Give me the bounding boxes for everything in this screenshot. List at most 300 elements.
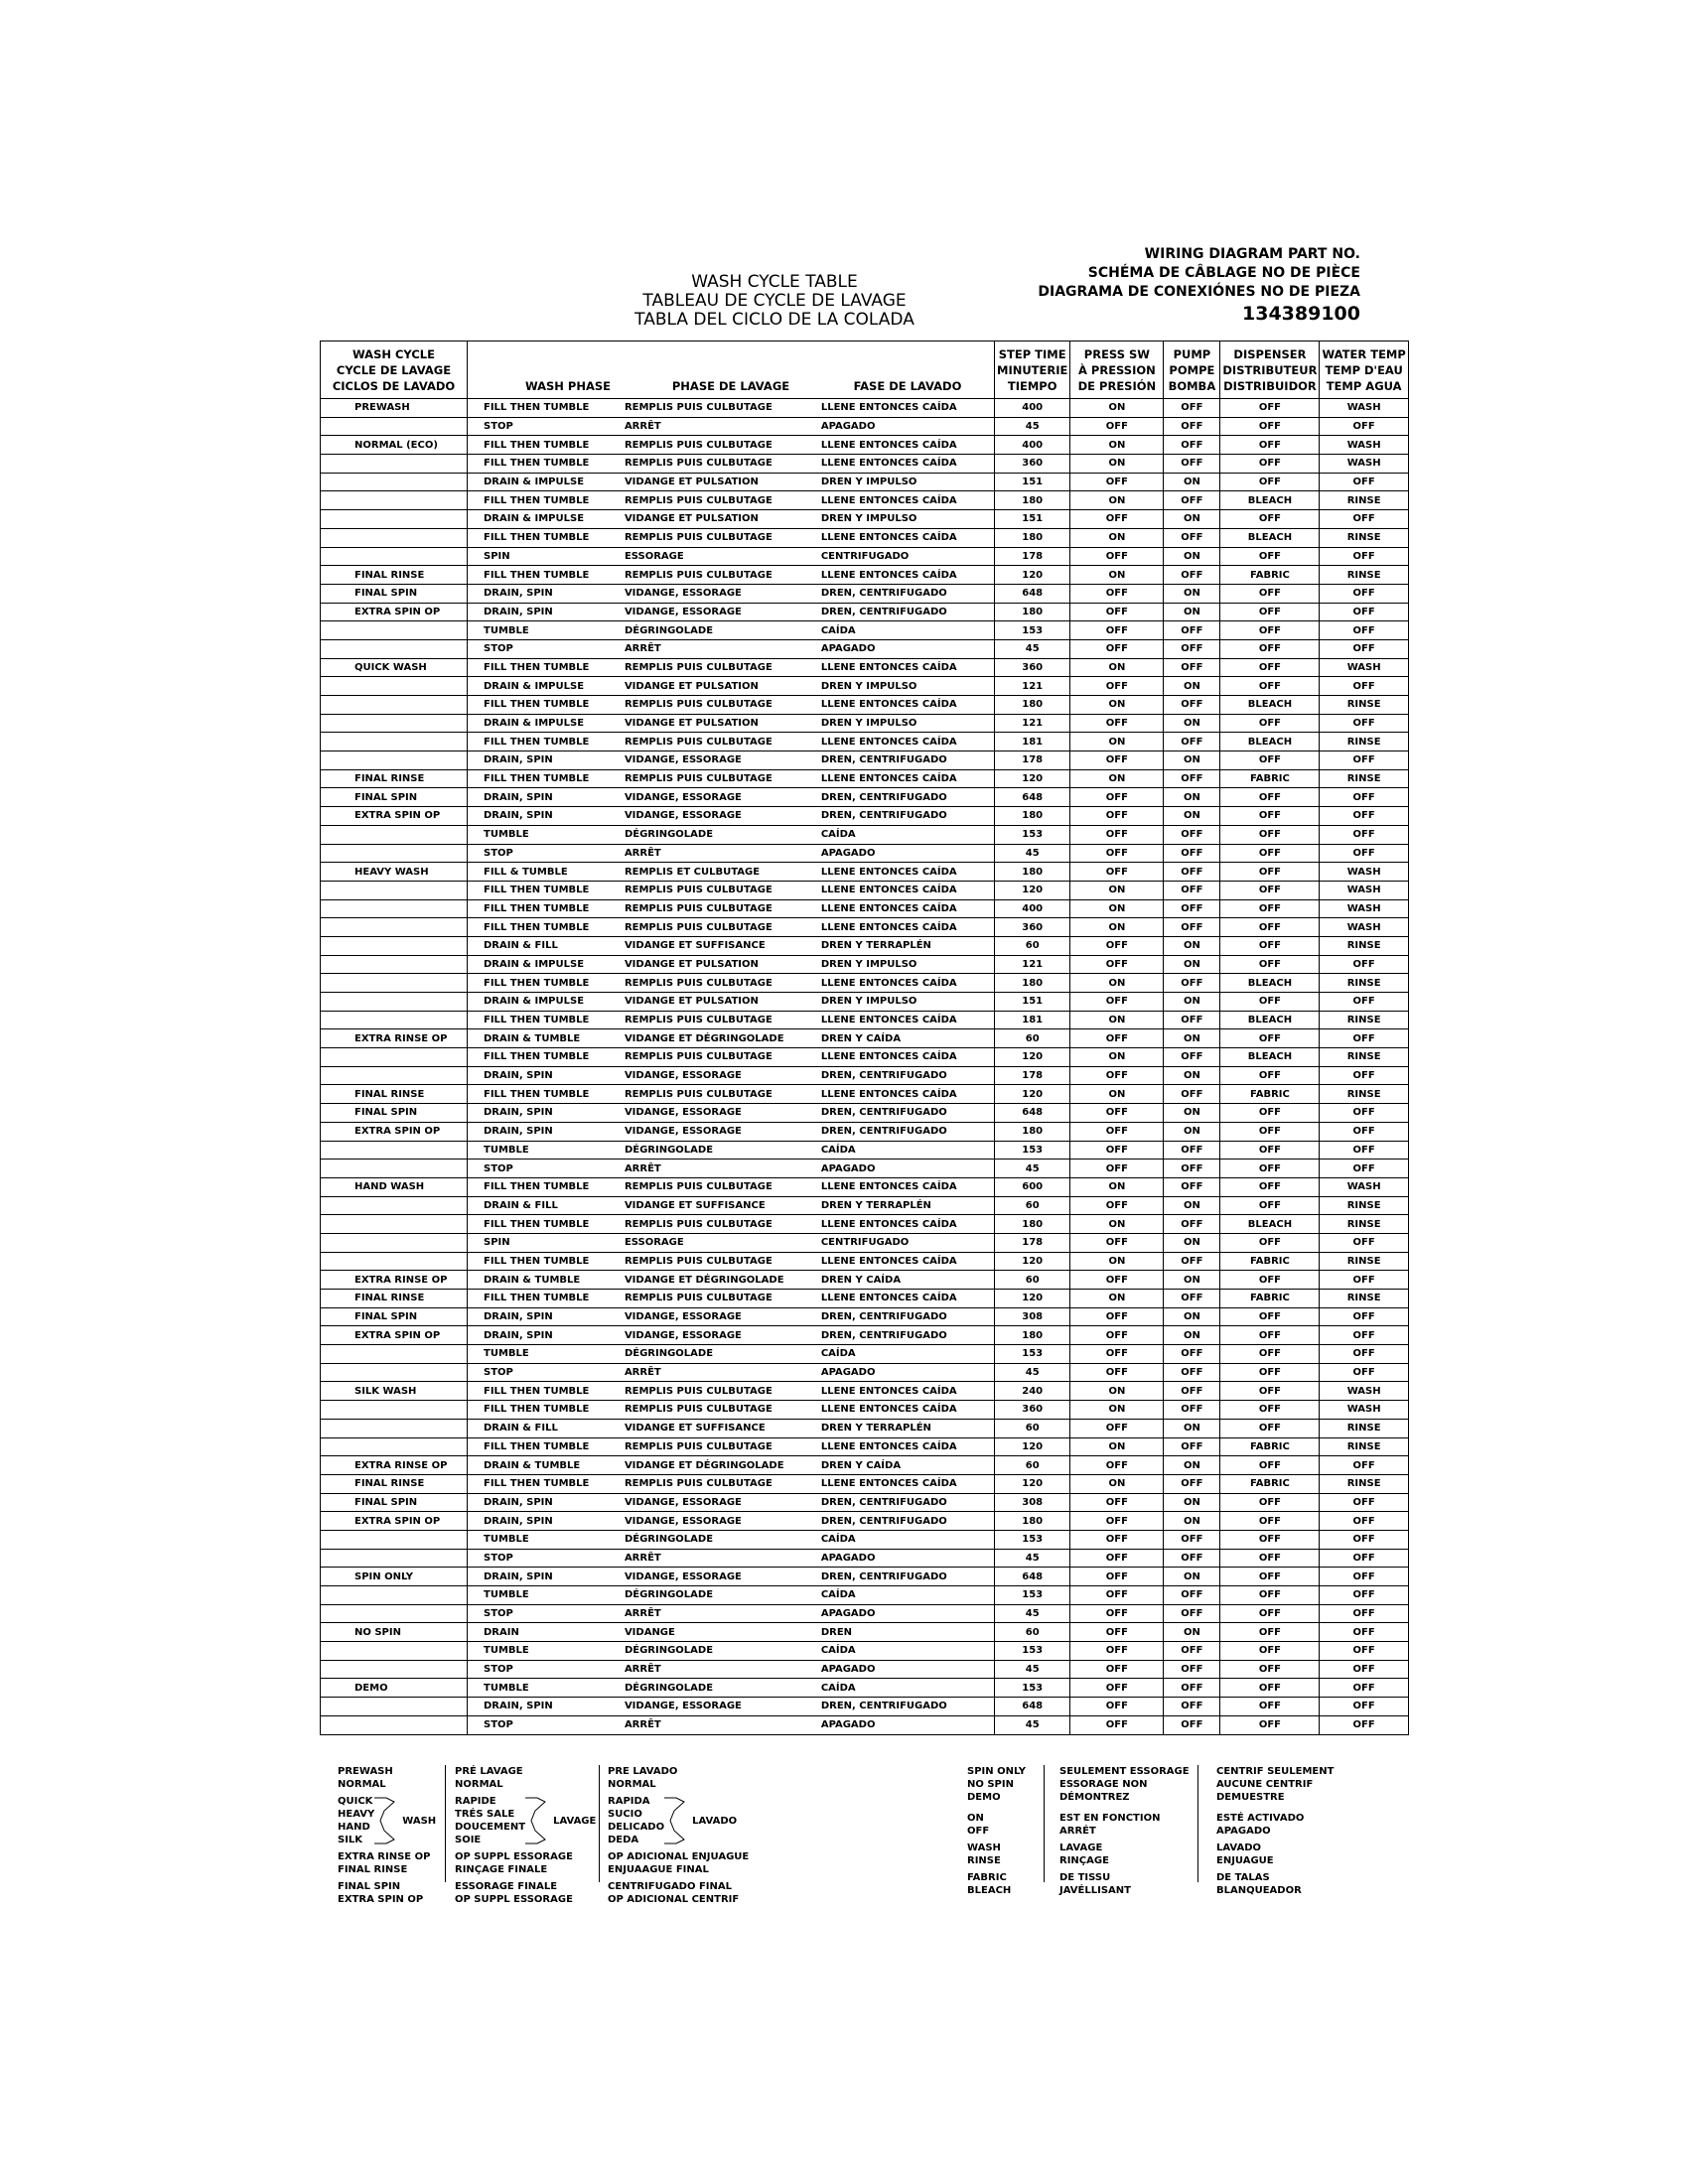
- cell-phase-de-lavage: ARRÊT: [609, 1660, 805, 1679]
- cell-wash-cycle: [321, 751, 468, 770]
- cell-step-time: 180: [995, 1122, 1070, 1141]
- cell-dispenser: FABRIC: [1220, 1474, 1320, 1493]
- cell-water-temp: OFF: [1320, 955, 1408, 974]
- cell-step-time: 648: [995, 1104, 1070, 1123]
- cell-fase-de-lavado: DREN, CENTRIFUGADO: [805, 1568, 995, 1586]
- cell-phase-de-lavage: ARRÊT: [609, 1715, 805, 1734]
- cell-pump: OFF: [1164, 1141, 1220, 1160]
- cell-wash-cycle: FINAL SPIN: [321, 1104, 468, 1123]
- cell-phase-de-lavage: REMPLIS PUIS CULBUTAGE: [609, 491, 805, 510]
- table-body: [321, 399, 1409, 1735]
- cell-pump: OFF: [1164, 1604, 1220, 1623]
- table-row: [321, 417, 1409, 436]
- cell-fase-de-lavado: DREN, CENTRIFUGADO: [805, 1307, 995, 1326]
- cell-wash-cycle: FINAL RINSE: [321, 1290, 468, 1308]
- cell-wash-phase: STOP: [468, 844, 609, 863]
- cell-wash-phase: STOP: [468, 1160, 609, 1178]
- cell-water-temp: OFF: [1320, 1512, 1408, 1531]
- cell-step-time: 120: [995, 1048, 1070, 1067]
- cell-press-sw: OFF: [1070, 863, 1164, 882]
- cell-phase-de-lavage: REMPLIS PUIS CULBUTAGE: [609, 1252, 805, 1271]
- cell-step-time: 180: [995, 696, 1070, 715]
- cell-phase-de-lavage: DÉGRINGOLADE: [609, 1679, 805, 1698]
- cell-dispenser: OFF: [1220, 399, 1320, 418]
- cell-dispenser: OFF: [1220, 547, 1320, 566]
- cell-phase-de-lavage: REMPLIS PUIS CULBUTAGE: [609, 455, 805, 474]
- cell-step-time: 180: [995, 528, 1070, 547]
- cell-step-time: 151: [995, 473, 1070, 491]
- cell-dispenser: FABRIC: [1220, 566, 1320, 585]
- cell-press-sw: ON: [1070, 1474, 1164, 1493]
- cell-water-temp: OFF: [1320, 1493, 1408, 1512]
- cell-step-time: 45: [995, 1660, 1070, 1679]
- cell-phase-de-lavage: VIDANGE ET PULSATION: [609, 955, 805, 974]
- cell-phase-de-lavage: VIDANGE, ESSORAGE: [609, 1698, 805, 1716]
- cell-fase-de-lavado: APAGADO: [805, 1549, 995, 1568]
- cell-pump: OFF: [1164, 825, 1220, 844]
- cell-fase-de-lavado: LLENE ENTONCES CAÍDA: [805, 899, 995, 918]
- cell-fase-de-lavado: DREN Y TERRAPLÉN: [805, 1419, 995, 1437]
- cell-phase-de-lavage: VIDANGE ET PULSATION: [609, 714, 805, 733]
- cell-pump: OFF: [1164, 1345, 1220, 1364]
- cell-dispenser: BLEACH: [1220, 1048, 1320, 1067]
- cell-dispenser: OFF: [1220, 639, 1320, 658]
- cell-wash-cycle: EXTRA SPIN OP: [321, 807, 468, 826]
- cell-dispenser: OFF: [1220, 510, 1320, 529]
- table-row: [321, 621, 1409, 640]
- cell-step-time: 600: [995, 1177, 1070, 1196]
- cell-phase-de-lavage: ESSORAGE: [609, 547, 805, 566]
- cell-press-sw: OFF: [1070, 473, 1164, 491]
- cell-wash-cycle: [321, 473, 468, 491]
- cell-dispenser: OFF: [1220, 658, 1320, 677]
- cell-pump: OFF: [1164, 881, 1220, 899]
- cell-water-temp: OFF: [1320, 1307, 1408, 1326]
- cell-phase-de-lavage: REMPLIS PUIS CULBUTAGE: [609, 658, 805, 677]
- cell-step-time: 648: [995, 1698, 1070, 1716]
- cell-dispenser: OFF: [1220, 863, 1320, 882]
- cell-water-temp: OFF: [1320, 1271, 1408, 1290]
- cell-pump: ON: [1164, 1419, 1220, 1437]
- cell-dispenser: OFF: [1220, 1160, 1320, 1178]
- table-row: [321, 788, 1409, 807]
- cell-dispenser: BLEACH: [1220, 974, 1320, 993]
- header-pump: PUMP POMPE BOMBA: [1164, 341, 1220, 399]
- cell-wash-cycle: FINAL RINSE: [321, 769, 468, 788]
- cell-step-time: 60: [995, 1623, 1070, 1642]
- cell-pump: ON: [1164, 1066, 1220, 1085]
- cell-press-sw: ON: [1070, 1382, 1164, 1401]
- cell-phase-de-lavage: VIDANGE, ESSORAGE: [609, 1326, 805, 1345]
- cell-dispenser: OFF: [1220, 603, 1320, 621]
- cell-press-sw: ON: [1070, 1011, 1164, 1029]
- table-row: [321, 1122, 1409, 1141]
- cell-step-time: 648: [995, 584, 1070, 603]
- cell-water-temp: OFF: [1320, 547, 1408, 566]
- table-row: [321, 1141, 1409, 1160]
- cell-dispenser: OFF: [1220, 1382, 1320, 1401]
- cell-fase-de-lavado: LLENE ENTONCES CAÍDA: [805, 1085, 995, 1104]
- cell-phase-de-lavage: VIDANGE ET PULSATION: [609, 473, 805, 491]
- cell-wash-phase: TUMBLE: [468, 1642, 609, 1661]
- cell-pump: ON: [1164, 993, 1220, 1012]
- cell-dispenser: OFF: [1220, 584, 1320, 603]
- cell-press-sw: ON: [1070, 528, 1164, 547]
- cell-phase-de-lavage: REMPLIS PUIS CULBUTAGE: [609, 1215, 805, 1234]
- cell-phase-de-lavage: ARRÊT: [609, 417, 805, 436]
- title-fr: TABLEAU DE CYCLE DE LAVAGE: [642, 291, 907, 311]
- cell-fase-de-lavado: LLENE ENTONCES CAÍDA: [805, 1401, 995, 1420]
- cell-pump: OFF: [1164, 566, 1220, 585]
- cell-fase-de-lavado: LLENE ENTONCES CAÍDA: [805, 1290, 995, 1308]
- cell-wash-cycle: FINAL SPIN: [321, 788, 468, 807]
- cell-pump: ON: [1164, 584, 1220, 603]
- cell-wash-cycle: EXTRA RINSE OP: [321, 1029, 468, 1048]
- cell-wash-cycle: [321, 1715, 468, 1734]
- cell-dispenser: OFF: [1220, 1679, 1320, 1698]
- cell-press-sw: OFF: [1070, 1549, 1164, 1568]
- cell-water-temp: OFF: [1320, 714, 1408, 733]
- cell-wash-phase: STOP: [468, 1660, 609, 1679]
- cell-wash-phase: TUMBLE: [468, 1345, 609, 1364]
- cell-pump: OFF: [1164, 1252, 1220, 1271]
- cell-fase-de-lavado: LLENE ENTONCES CAÍDA: [805, 696, 995, 715]
- cell-step-time: 120: [995, 769, 1070, 788]
- cell-dispenser: OFF: [1220, 844, 1320, 863]
- header-wash-cycle: WASH CYCLE CYCLE DE LAVAGE CICLOS DE LAVADO: [321, 341, 468, 399]
- cell-step-time: 180: [995, 1512, 1070, 1531]
- cell-fase-de-lavado: LLENE ENTONCES CAÍDA: [805, 881, 995, 899]
- cell-press-sw: OFF: [1070, 1196, 1164, 1215]
- cell-step-time: 153: [995, 1345, 1070, 1364]
- cell-pump: OFF: [1164, 1177, 1220, 1196]
- cell-water-temp: OFF: [1320, 1104, 1408, 1123]
- table-row: [321, 473, 1409, 491]
- table-row: [321, 1177, 1409, 1196]
- cell-dispenser: OFF: [1220, 1104, 1320, 1123]
- cell-phase-de-lavage: REMPLIS PUIS CULBUTAGE: [609, 399, 805, 418]
- cell-phase-de-lavage: REMPLIS PUIS CULBUTAGE: [609, 1474, 805, 1493]
- cell-wash-cycle: EXTRA SPIN OP: [321, 1326, 468, 1345]
- cell-step-time: 180: [995, 863, 1070, 882]
- cell-water-temp: WASH: [1320, 436, 1408, 455]
- cell-water-temp: WASH: [1320, 918, 1408, 937]
- cell-step-time: 45: [995, 639, 1070, 658]
- cell-phase-de-lavage: VIDANGE, ESSORAGE: [609, 1568, 805, 1586]
- cell-water-temp: RINSE: [1320, 733, 1408, 751]
- table-row: [321, 603, 1409, 621]
- cell-water-temp: RINSE: [1320, 1419, 1408, 1437]
- cell-water-temp: RINSE: [1320, 1215, 1408, 1234]
- cell-wash-phase: DRAIN, SPIN: [468, 788, 609, 807]
- cell-press-sw: ON: [1070, 436, 1164, 455]
- cell-dispenser: BLEACH: [1220, 1011, 1320, 1029]
- cell-wash-phase: FILL THEN TUMBLE: [468, 1474, 609, 1493]
- cell-pump: OFF: [1164, 399, 1220, 418]
- cell-dispenser: BLEACH: [1220, 696, 1320, 715]
- cell-pump: ON: [1164, 547, 1220, 566]
- cell-water-temp: OFF: [1320, 1549, 1408, 1568]
- cell-water-temp: RINSE: [1320, 528, 1408, 547]
- cell-fase-de-lavado: DREN, CENTRIFUGADO: [805, 1326, 995, 1345]
- cell-press-sw: OFF: [1070, 1160, 1164, 1178]
- table-row: [321, 584, 1409, 603]
- cell-press-sw: OFF: [1070, 1029, 1164, 1048]
- part-label-en: WIRING DIAGRAM PART NO.: [1144, 246, 1360, 262]
- part-label-fr: SCHÉMA DE CÂBLAGE NO DE PIÈCE: [1087, 265, 1360, 281]
- cell-fase-de-lavado: DREN, CENTRIFUGADO: [805, 584, 995, 603]
- cell-phase-de-lavage: VIDANGE, ESSORAGE: [609, 584, 805, 603]
- cell-dispenser: OFF: [1220, 1586, 1320, 1605]
- cell-phase-de-lavage: VIDANGE ET SUFFISANCE: [609, 1419, 805, 1437]
- cell-phase-de-lavage: VIDANGE, ESSORAGE: [609, 1493, 805, 1512]
- cell-water-temp: OFF: [1320, 603, 1408, 621]
- cell-dispenser: OFF: [1220, 1122, 1320, 1141]
- cell-pump: ON: [1164, 1568, 1220, 1586]
- cell-phase-de-lavage: VIDANGE ET DÉGRINGOLADE: [609, 1029, 805, 1048]
- cell-fase-de-lavado: LLENE ENTONCES CAÍDA: [805, 1437, 995, 1456]
- cell-step-time: 153: [995, 621, 1070, 640]
- table-row: [321, 1623, 1409, 1642]
- cell-wash-cycle: [321, 1196, 468, 1215]
- table-row: [321, 918, 1409, 937]
- cell-press-sw: ON: [1070, 491, 1164, 510]
- cell-water-temp: RINSE: [1320, 1474, 1408, 1493]
- cell-pump: OFF: [1164, 639, 1220, 658]
- cell-fase-de-lavado: LLENE ENTONCES CAÍDA: [805, 455, 995, 474]
- cell-fase-de-lavado: DREN Y IMPULSO: [805, 510, 995, 529]
- cell-phase-de-lavage: REMPLIS PUIS CULBUTAGE: [609, 899, 805, 918]
- cell-fase-de-lavado: DREN, CENTRIFUGADO: [805, 1066, 995, 1085]
- cell-wash-phase: DRAIN, SPIN: [468, 807, 609, 826]
- cell-phase-de-lavage: DÉGRINGOLADE: [609, 1141, 805, 1160]
- cell-water-temp: OFF: [1320, 1530, 1408, 1549]
- cell-wash-cycle: EXTRA RINSE OP: [321, 1271, 468, 1290]
- cell-pump: OFF: [1164, 1715, 1220, 1734]
- cell-water-temp: OFF: [1320, 1456, 1408, 1475]
- cell-phase-de-lavage: VIDANGE ET DÉGRINGOLADE: [609, 1271, 805, 1290]
- cell-water-temp: OFF: [1320, 993, 1408, 1012]
- table-row: [321, 658, 1409, 677]
- cell-step-time: 153: [995, 1530, 1070, 1549]
- cell-wash-cycle: [321, 993, 468, 1012]
- cell-phase-de-lavage: REMPLIS ET CULBUTAGE: [609, 863, 805, 882]
- cell-press-sw: ON: [1070, 881, 1164, 899]
- cell-wash-phase: FILL THEN TUMBLE: [468, 455, 609, 474]
- cell-wash-phase: FILL THEN TUMBLE: [468, 658, 609, 677]
- cell-pump: OFF: [1164, 1382, 1220, 1401]
- cell-wash-cycle: SILK WASH: [321, 1382, 468, 1401]
- cell-pump: ON: [1164, 936, 1220, 955]
- table-row: [321, 677, 1409, 696]
- cell-pump: ON: [1164, 1307, 1220, 1326]
- cell-press-sw: OFF: [1070, 807, 1164, 826]
- cell-step-time: 180: [995, 603, 1070, 621]
- cell-dispenser: OFF: [1220, 455, 1320, 474]
- cell-dispenser: OFF: [1220, 1141, 1320, 1160]
- cell-wash-phase: FILL THEN TUMBLE: [468, 733, 609, 751]
- cell-press-sw: OFF: [1070, 1141, 1164, 1160]
- cell-wash-cycle: HEAVY WASH: [321, 863, 468, 882]
- cell-wash-phase: DRAIN, SPIN: [468, 1104, 609, 1123]
- cell-wash-phase: DRAIN & IMPULSE: [468, 677, 609, 696]
- cell-wash-cycle: [321, 1233, 468, 1252]
- cell-water-temp: WASH: [1320, 1401, 1408, 1420]
- cell-phase-de-lavage: DÉGRINGOLADE: [609, 1530, 805, 1549]
- cell-press-sw: ON: [1070, 899, 1164, 918]
- cell-wash-cycle: FINAL SPIN: [321, 1493, 468, 1512]
- cell-wash-phase: DRAIN & TUMBLE: [468, 1456, 609, 1475]
- cell-fase-de-lavado: DREN Y CAÍDA: [805, 1029, 995, 1048]
- cell-wash-phase: FILL THEN TUMBLE: [468, 1011, 609, 1029]
- cell-wash-phase: DRAIN & FILL: [468, 936, 609, 955]
- cell-wash-cycle: [321, 621, 468, 640]
- cell-fase-de-lavado: APAGADO: [805, 1604, 995, 1623]
- cell-wash-phase: FILL THEN TUMBLE: [468, 1048, 609, 1067]
- wash-cycle-table: [320, 341, 1409, 1735]
- cell-press-sw: OFF: [1070, 584, 1164, 603]
- cell-pump: OFF: [1164, 1698, 1220, 1716]
- cell-phase-de-lavage: DÉGRINGOLADE: [609, 1642, 805, 1661]
- cell-water-temp: OFF: [1320, 621, 1408, 640]
- table-row: [321, 1604, 1409, 1623]
- table-row: [321, 825, 1409, 844]
- cell-press-sw: ON: [1070, 918, 1164, 937]
- cell-phase-de-lavage: VIDANGE ET PULSATION: [609, 510, 805, 529]
- table-row: [321, 455, 1409, 474]
- cell-pump: OFF: [1164, 1160, 1220, 1178]
- cell-dispenser: BLEACH: [1220, 733, 1320, 751]
- cell-pump: OFF: [1164, 1642, 1220, 1661]
- cell-water-temp: WASH: [1320, 658, 1408, 677]
- cell-pump: OFF: [1164, 696, 1220, 715]
- cell-press-sw: OFF: [1070, 621, 1164, 640]
- table-row: [321, 1011, 1409, 1029]
- cell-water-temp: OFF: [1320, 1066, 1408, 1085]
- cell-phase-de-lavage: VIDANGE, ESSORAGE: [609, 1122, 805, 1141]
- cell-phase-de-lavage: REMPLIS PUIS CULBUTAGE: [609, 918, 805, 937]
- cell-dispenser: OFF: [1220, 825, 1320, 844]
- cell-wash-cycle: [321, 1401, 468, 1420]
- table-row: [321, 1307, 1409, 1326]
- cell-water-temp: RINSE: [1320, 491, 1408, 510]
- table-row: [321, 1493, 1409, 1512]
- table-row: [321, 1345, 1409, 1364]
- cell-wash-phase: FILL THEN TUMBLE: [468, 566, 609, 585]
- cell-wash-cycle: FINAL SPIN: [321, 584, 468, 603]
- table-row: [321, 399, 1409, 418]
- cell-water-temp: RINSE: [1320, 1196, 1408, 1215]
- cell-pump: ON: [1164, 473, 1220, 491]
- cell-step-time: 181: [995, 1011, 1070, 1029]
- cell-pump: OFF: [1164, 844, 1220, 863]
- cell-fase-de-lavado: DREN Y TERRAPLÉN: [805, 1196, 995, 1215]
- cell-phase-de-lavage: VIDANGE, ESSORAGE: [609, 788, 805, 807]
- table-row: [321, 714, 1409, 733]
- cell-phase-de-lavage: VIDANGE, ESSORAGE: [609, 751, 805, 770]
- cell-pump: OFF: [1164, 974, 1220, 993]
- cell-dispenser: OFF: [1220, 899, 1320, 918]
- table-row: [321, 955, 1409, 974]
- cell-wash-phase: TUMBLE: [468, 1141, 609, 1160]
- cell-wash-cycle: [321, 1215, 468, 1234]
- cell-wash-cycle: QUICK WASH: [321, 658, 468, 677]
- cell-step-time: 648: [995, 1568, 1070, 1586]
- cell-dispenser: OFF: [1220, 1233, 1320, 1252]
- cell-step-time: 178: [995, 751, 1070, 770]
- cell-wash-phase: FILL THEN TUMBLE: [468, 1290, 609, 1308]
- table-row: [321, 1715, 1409, 1734]
- cell-fase-de-lavado: DREN Y IMPULSO: [805, 714, 995, 733]
- cell-step-time: 308: [995, 1493, 1070, 1512]
- cell-wash-phase: DRAIN, SPIN: [468, 1307, 609, 1326]
- table-row: [321, 899, 1409, 918]
- cell-water-temp: WASH: [1320, 1382, 1408, 1401]
- cell-step-time: 120: [995, 1085, 1070, 1104]
- cell-phase-de-lavage: VIDANGE, ESSORAGE: [609, 1307, 805, 1326]
- cell-wash-phase: DRAIN & FILL: [468, 1196, 609, 1215]
- cell-step-time: 360: [995, 918, 1070, 937]
- table-row: [321, 769, 1409, 788]
- cell-phase-de-lavage: REMPLIS PUIS CULBUTAGE: [609, 1085, 805, 1104]
- cell-press-sw: OFF: [1070, 1066, 1164, 1085]
- cell-fase-de-lavado: LLENE ENTONCES CAÍDA: [805, 974, 995, 993]
- cell-wash-cycle: [321, 547, 468, 566]
- table-row: [321, 1660, 1409, 1679]
- cell-wash-cycle: [321, 677, 468, 696]
- cell-water-temp: WASH: [1320, 881, 1408, 899]
- cell-wash-phase: FILL THEN TUMBLE: [468, 399, 609, 418]
- table-row: [321, 1029, 1409, 1048]
- cell-wash-phase: DRAIN & TUMBLE: [468, 1029, 609, 1048]
- cell-wash-phase: DRAIN, SPIN: [468, 1698, 609, 1716]
- table-row: [321, 1642, 1409, 1661]
- cell-press-sw: OFF: [1070, 1419, 1164, 1437]
- table-row: [321, 1679, 1409, 1698]
- cell-wash-cycle: NORMAL (ECO): [321, 436, 468, 455]
- cell-step-time: 308: [995, 1307, 1070, 1326]
- cell-water-temp: RINSE: [1320, 1048, 1408, 1067]
- cell-fase-de-lavado: DREN, CENTRIFUGADO: [805, 1104, 995, 1123]
- cell-step-time: 153: [995, 1141, 1070, 1160]
- cell-fase-de-lavado: LLENE ENTONCES CAÍDA: [805, 491, 995, 510]
- cell-dispenser: OFF: [1220, 417, 1320, 436]
- cell-phase-de-lavage: REMPLIS PUIS CULBUTAGE: [609, 566, 805, 585]
- table-row: [321, 1326, 1409, 1345]
- cell-wash-cycle: [321, 1252, 468, 1271]
- cell-dispenser: OFF: [1220, 1401, 1320, 1420]
- cell-wash-cycle: [321, 1048, 468, 1067]
- legend-cycles-en: PREWASH NORMAL QUICK HEAVY HAND SILK WASH EXTRA RINSE OP FINAL RINSE FINAL SPIN EXTRA SPIN OP: [338, 1766, 437, 1905]
- cell-press-sw: OFF: [1070, 1679, 1164, 1698]
- cell-dispenser: OFF: [1220, 807, 1320, 826]
- cell-dispenser: OFF: [1220, 1698, 1320, 1716]
- cell-dispenser: FABRIC: [1220, 1437, 1320, 1456]
- table-row: [321, 1530, 1409, 1549]
- table-row: [321, 1437, 1409, 1456]
- cell-fase-de-lavado: LLENE ENTONCES CAÍDA: [805, 1215, 995, 1234]
- cell-press-sw: ON: [1070, 696, 1164, 715]
- cell-phase-de-lavage: VIDANGE, ESSORAGE: [609, 807, 805, 826]
- cell-fase-de-lavado: LLENE ENTONCES CAÍDA: [805, 528, 995, 547]
- cell-wash-phase: DRAIN & IMPULSE: [468, 714, 609, 733]
- cell-water-temp: OFF: [1320, 473, 1408, 491]
- cell-press-sw: OFF: [1070, 955, 1164, 974]
- table-row: [321, 1215, 1409, 1234]
- cell-fase-de-lavado: DREN, CENTRIFUGADO: [805, 1122, 995, 1141]
- cell-phase-de-lavage: REMPLIS PUIS CULBUTAGE: [609, 1177, 805, 1196]
- cell-dispenser: OFF: [1220, 621, 1320, 640]
